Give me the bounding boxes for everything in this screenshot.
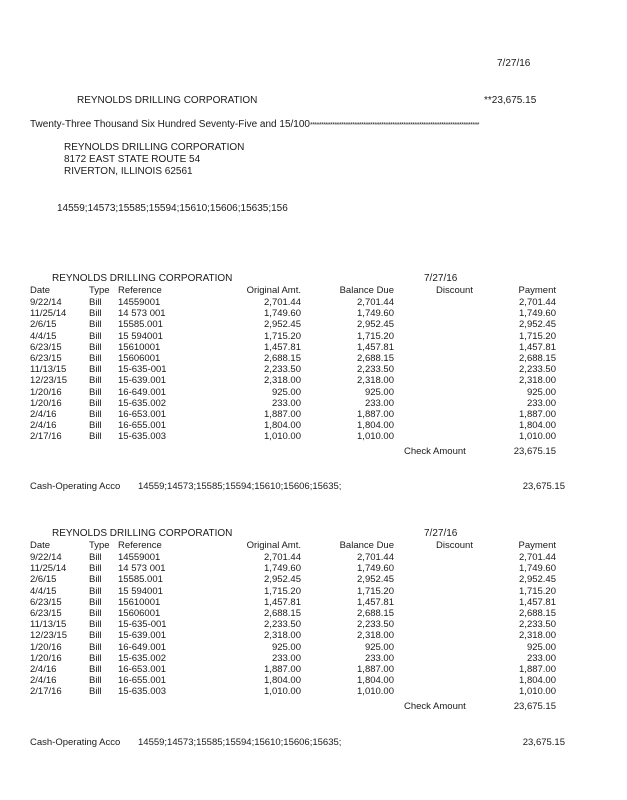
- cell-original-amount: 1,887.00: [264, 664, 301, 675]
- cell-type: Bill: [89, 341, 102, 353]
- cell-original-amount: 1,749.60: [264, 563, 301, 575]
- table-row: [0, 308, 627, 319]
- cell-payment: 2,701.44: [519, 552, 556, 563]
- cell-reference: 14559001: [118, 552, 161, 563]
- cell-original-amount: 925.00: [271, 386, 301, 398]
- cell-payment: 2,688.15: [519, 608, 556, 619]
- cell-original-amount: 1,804.00: [264, 675, 301, 687]
- cell-balance-due: 1,010.00: [357, 431, 394, 443]
- header-discount: Discount: [436, 285, 473, 296]
- table-row: [0, 619, 627, 630]
- cell-payment: 2,318.00: [519, 630, 556, 642]
- check-amount: **23,675.15: [484, 95, 537, 106]
- cell-balance-due: 233.00: [364, 397, 394, 409]
- cell-balance-due: 2,233.50: [357, 364, 394, 376]
- stub-total: 23,675.15: [522, 481, 565, 492]
- table-row: [0, 420, 627, 431]
- cell-original-amount: 1,010.00: [264, 431, 301, 443]
- check-amount-label: Check Amount: [404, 446, 466, 457]
- address-line-1: REYNOLDS DRILLING CORPORATION: [64, 142, 245, 153]
- cell-payment: 1,010.00: [519, 686, 556, 698]
- table-row: [0, 630, 627, 641]
- table-row: [0, 342, 627, 353]
- cell-date: 1/20/16: [30, 641, 62, 653]
- table-row: [0, 653, 627, 664]
- cell-reference: 15585.001: [118, 319, 163, 331]
- cell-date: 2/6/15: [30, 319, 57, 331]
- cell-type: Bill: [89, 585, 102, 597]
- cell-payment: 2,688.15: [519, 353, 556, 364]
- cell-reference: 15-635-001: [118, 364, 167, 376]
- cell-balance-due: 2,952.45: [357, 319, 394, 331]
- cell-payment: 925.00: [526, 386, 556, 398]
- cell-reference: 14559001: [118, 297, 161, 308]
- cell-date: 1/20/16: [30, 652, 62, 664]
- cell-date: 4/4/15: [30, 585, 57, 597]
- cell-date: 9/22/14: [30, 297, 62, 308]
- cell-payment: 1,804.00: [519, 675, 556, 687]
- cell-payment: 1,010.00: [519, 431, 556, 443]
- table-row: [0, 552, 627, 563]
- header-payment: Payment: [518, 540, 556, 551]
- cell-date: 2/4/16: [30, 675, 57, 687]
- table-row: [0, 597, 627, 608]
- cell-balance-due: 1,887.00: [357, 409, 394, 420]
- cell-reference: 15-639.001: [118, 375, 167, 387]
- cell-type: Bill: [89, 552, 102, 563]
- table-row: [0, 686, 627, 697]
- cell-date: 6/23/15: [30, 341, 62, 353]
- cell-type: Bill: [89, 319, 102, 331]
- cell-type: Bill: [89, 619, 102, 631]
- cell-reference: 16-653.001: [118, 664, 167, 675]
- cell-payment: 1,457.81: [519, 341, 556, 353]
- stub-header-row: [0, 540, 627, 551]
- cell-payment: 233.00: [526, 397, 556, 409]
- table-row: [0, 398, 627, 409]
- cell-date: 2/4/16: [30, 420, 57, 432]
- table-row: [0, 586, 627, 597]
- payee-address: [64, 142, 244, 178]
- table-row: [0, 608, 627, 619]
- cell-balance-due: 2,701.44: [357, 297, 394, 308]
- cell-original-amount: 925.00: [271, 641, 301, 653]
- cell-payment: 2,233.50: [519, 364, 556, 376]
- stub-memo: 14559;14573;15585;15594;15610;15606;15635;: [138, 481, 342, 492]
- cell-reference: 16-655.001: [118, 420, 167, 432]
- cell-original-amount: 1,457.81: [264, 596, 301, 608]
- cell-type: Bill: [89, 686, 102, 698]
- check-amount-label: Check Amount: [404, 701, 466, 712]
- cell-date: 12/23/15: [30, 375, 67, 387]
- stub-date: 7/27/16: [424, 273, 458, 284]
- cell-type: Bill: [89, 397, 102, 409]
- cell-reference: 15610001: [118, 341, 161, 353]
- cell-original-amount: 1,887.00: [264, 409, 301, 420]
- cell-date: 12/23/15: [30, 630, 67, 642]
- cell-balance-due: 2,688.15: [357, 608, 394, 619]
- cell-date: 11/25/14: [30, 563, 67, 575]
- cell-date: 6/23/15: [30, 608, 62, 619]
- cell-reference: 15-635.002: [118, 397, 167, 409]
- cell-original-amount: 1,749.60: [264, 308, 301, 320]
- cell-payment: 1,715.20: [519, 330, 556, 342]
- cell-balance-due: 2,318.00: [357, 375, 394, 387]
- cell-payment: 1,887.00: [519, 664, 556, 675]
- cell-reference: 15585.001: [118, 574, 163, 586]
- cell-reference: 15-635-001: [118, 619, 167, 631]
- cell-type: Bill: [89, 375, 102, 387]
- cell-payment: 2,318.00: [519, 375, 556, 387]
- cell-type: Bill: [89, 420, 102, 432]
- cell-original-amount: 2,952.45: [264, 574, 301, 586]
- cell-original-amount: 2,688.15: [264, 608, 301, 619]
- cell-type: Bill: [89, 652, 102, 664]
- check-amount-words: [30, 119, 590, 130]
- cell-date: 11/13/15: [30, 364, 67, 376]
- stub-total: 23,675.15: [522, 737, 565, 748]
- table-row: [0, 574, 627, 585]
- cell-type: Bill: [89, 675, 102, 687]
- cell-type: Bill: [89, 596, 102, 608]
- table-row: [0, 297, 627, 308]
- cell-payment: 2,952.45: [519, 319, 556, 331]
- address-line-3: RIVERTON, ILLINOIS 62561: [64, 166, 193, 177]
- cell-type: Bill: [89, 353, 102, 364]
- cell-balance-due: 233.00: [364, 652, 394, 664]
- header-date: Date: [30, 285, 51, 296]
- cell-original-amount: 233.00: [271, 652, 301, 664]
- stub-account: Cash-Operating Acco: [30, 737, 121, 748]
- stub-vendor: REYNOLDS DRILLING CORPORATION: [52, 273, 233, 284]
- cell-original-amount: 2,233.50: [264, 364, 301, 376]
- cell-reference: 16-649.001: [118, 386, 167, 398]
- cell-reference: 16-649.001: [118, 641, 167, 653]
- check-payee: REYNOLDS DRILLING CORPORATION: [77, 95, 258, 106]
- header-discount: Discount: [436, 540, 473, 551]
- cell-balance-due: 1,804.00: [357, 420, 394, 432]
- address-line-2: 8172 EAST STATE ROUTE 54: [64, 154, 201, 165]
- cell-original-amount: 1,010.00: [264, 686, 301, 698]
- cell-date: 11/13/15: [30, 619, 67, 631]
- cell-type: Bill: [89, 608, 102, 619]
- stub-memo: 14559;14573;15585;15594;15610;15606;15635;: [138, 737, 342, 748]
- cell-payment: 1,887.00: [519, 409, 556, 420]
- cell-original-amount: 233.00: [271, 397, 301, 409]
- cell-type: Bill: [89, 664, 102, 675]
- cell-date: 2/4/16: [30, 664, 57, 675]
- header-payment: Payment: [518, 285, 556, 296]
- header-balance-due: Balance Due: [339, 540, 394, 551]
- stub-vendor: REYNOLDS DRILLING CORPORATION: [52, 528, 233, 539]
- cell-original-amount: 1,715.20: [264, 330, 301, 342]
- cell-balance-due: 2,688.15: [357, 353, 394, 364]
- header-date: Date: [30, 540, 51, 551]
- cell-balance-due: 1,457.81: [357, 596, 394, 608]
- cell-date: 9/22/14: [30, 552, 62, 563]
- cell-original-amount: 2,952.45: [264, 319, 301, 331]
- cell-date: 11/25/14: [30, 308, 67, 320]
- stub-account: Cash-Operating Acco: [30, 481, 121, 492]
- cell-type: Bill: [89, 330, 102, 342]
- cell-reference: 15-635.002: [118, 652, 167, 664]
- cell-original-amount: 2,688.15: [264, 353, 301, 364]
- cell-date: 2/4/16: [30, 409, 57, 420]
- cell-date: 2/6/15: [30, 574, 57, 586]
- cell-reference: 15 594001: [118, 585, 163, 597]
- cell-balance-due: 1,749.60: [357, 308, 394, 320]
- cell-balance-due: 2,318.00: [357, 630, 394, 642]
- table-row: [0, 331, 627, 342]
- cell-balance-due: 1,887.00: [357, 664, 394, 675]
- cell-original-amount: 2,233.50: [264, 619, 301, 631]
- cell-date: 4/4/15: [30, 330, 57, 342]
- table-row: [0, 375, 627, 386]
- cell-reference: 15-635.003: [118, 686, 167, 698]
- cell-reference: 15-639.001: [118, 630, 167, 642]
- cell-type: Bill: [89, 574, 102, 586]
- cell-payment: 1,715.20: [519, 585, 556, 597]
- table-row: [0, 387, 627, 398]
- cell-date: 6/23/15: [30, 353, 62, 364]
- cell-balance-due: 2,701.44: [357, 552, 394, 563]
- header-type: Type: [89, 285, 110, 296]
- cell-type: Bill: [89, 630, 102, 642]
- cell-reference: 16-655.001: [118, 675, 167, 687]
- table-row: [0, 664, 627, 675]
- table-row: [0, 675, 627, 686]
- header-balance-due: Balance Due: [339, 285, 394, 296]
- cell-date: 1/20/16: [30, 397, 62, 409]
- cell-balance-due: 1,715.20: [357, 330, 394, 342]
- cell-date: 2/17/16: [30, 686, 62, 698]
- header-reference: Reference: [118, 285, 162, 296]
- stub-check-amount: 23,675.15: [513, 701, 556, 712]
- cell-reference: 14 573 001: [118, 563, 166, 575]
- cell-balance-due: 925.00: [364, 386, 394, 398]
- cell-type: Bill: [89, 641, 102, 653]
- cell-payment: 233.00: [526, 652, 556, 664]
- cell-type: Bill: [89, 364, 102, 376]
- table-row: [0, 364, 627, 375]
- cell-type: Bill: [89, 409, 102, 420]
- table-row: [0, 642, 627, 653]
- cell-type: Bill: [89, 563, 102, 575]
- header-original-amount: Original Amt.: [246, 285, 301, 296]
- cell-payment: 1,749.60: [519, 308, 556, 320]
- cell-original-amount: 1,457.81: [264, 341, 301, 353]
- stub-header-row: [0, 285, 627, 296]
- stub-check-amount: 23,675.15: [513, 446, 556, 457]
- table-row: [0, 431, 627, 442]
- cell-type: Bill: [89, 297, 102, 308]
- header-reference: Reference: [118, 540, 162, 551]
- cell-original-amount: 2,318.00: [264, 630, 301, 642]
- cell-reference: 15-635.003: [118, 431, 167, 443]
- cell-payment: 2,233.50: [519, 619, 556, 631]
- cell-original-amount: 2,701.44: [264, 297, 301, 308]
- cell-payment: 1,749.60: [519, 563, 556, 575]
- cell-type: Bill: [89, 386, 102, 398]
- table-row: [0, 563, 627, 574]
- header-type: Type: [89, 540, 110, 551]
- amount-words-text: Twenty-Three Thousand Six Hundred Seventy-Five and 15/100: [30, 119, 310, 130]
- cell-balance-due: 925.00: [364, 641, 394, 653]
- check-memo: 14559;14573;15585;15594;15610;15606;15635;156: [57, 203, 288, 214]
- cell-original-amount: 2,318.00: [264, 375, 301, 387]
- cell-payment: 1,804.00: [519, 420, 556, 432]
- table-row: [0, 319, 627, 330]
- cell-balance-due: 1,749.60: [357, 563, 394, 575]
- cell-reference: 16-653.001: [118, 409, 167, 420]
- stub-date: 7/27/16: [424, 528, 458, 539]
- table-row: [0, 353, 627, 364]
- cell-balance-due: 2,233.50: [357, 619, 394, 631]
- cell-type: Bill: [89, 431, 102, 443]
- header-original-amount: Original Amt.: [246, 540, 301, 551]
- cell-original-amount: 2,701.44: [264, 552, 301, 563]
- cell-balance-due: 1,457.81: [357, 341, 394, 353]
- table-row: [0, 409, 627, 420]
- cell-reference: 15610001: [118, 596, 161, 608]
- cell-date: 6/23/15: [30, 596, 62, 608]
- cell-reference: 15606001: [118, 608, 161, 619]
- cell-balance-due: 2,952.45: [357, 574, 394, 586]
- cell-balance-due: 1,715.20: [357, 585, 394, 597]
- amount-words-fill: ****************************************************************************: [309, 122, 480, 129]
- cell-payment: 1,457.81: [519, 596, 556, 608]
- cell-reference: 14 573 001: [118, 308, 166, 320]
- cell-original-amount: 1,715.20: [264, 585, 301, 597]
- cell-payment: 2,701.44: [519, 297, 556, 308]
- cell-reference: 15606001: [118, 353, 161, 364]
- cell-balance-due: 1,804.00: [357, 675, 394, 687]
- cell-payment: 2,952.45: [519, 574, 556, 586]
- cell-reference: 15 594001: [118, 330, 163, 342]
- cell-payment: 925.00: [526, 641, 556, 653]
- check-date: 7/27/16: [497, 58, 531, 69]
- cell-type: Bill: [89, 308, 102, 320]
- cell-date: 2/17/16: [30, 431, 62, 443]
- cell-date: 1/20/16: [30, 386, 62, 398]
- cell-original-amount: 1,804.00: [264, 420, 301, 432]
- cell-balance-due: 1,010.00: [357, 686, 394, 698]
